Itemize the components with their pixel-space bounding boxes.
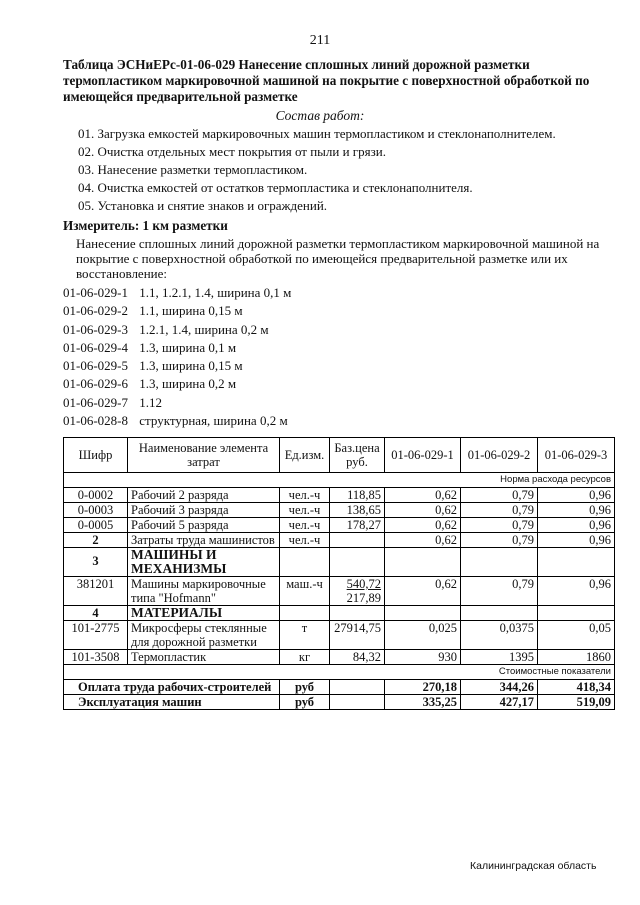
table-row bbox=[64, 650, 615, 665]
cell-v1: 0,62 bbox=[385, 533, 461, 548]
cost-row bbox=[64, 680, 615, 695]
cell-price: 118,85 bbox=[330, 488, 385, 503]
cell-v3: 0,96 bbox=[538, 503, 615, 518]
cell-v2: 1395 bbox=[461, 650, 538, 665]
cost-label: Стоимостные показатели bbox=[64, 665, 615, 680]
code: 01-06-029-6 bbox=[63, 376, 128, 392]
norm-label: Норма расхода ресурсов bbox=[64, 473, 615, 488]
header-col2: 01-06-029-2 bbox=[461, 438, 538, 473]
work-item: 03. Нанесение разметки термопластиком. bbox=[78, 162, 308, 177]
header-unit: Ед.изм. bbox=[280, 438, 330, 473]
cell-v3: 0,96 bbox=[538, 488, 615, 503]
cell-code: 101-2775 bbox=[64, 621, 128, 650]
cell-v1: 0,62 bbox=[385, 503, 461, 518]
cell-name: Микросферы стеклянные для дорожной разметки bbox=[128, 621, 280, 650]
empty-cell bbox=[461, 606, 538, 621]
cell-v3: 0,96 bbox=[538, 533, 615, 548]
cell-v1: 0,62 bbox=[385, 518, 461, 533]
code-row bbox=[63, 302, 291, 320]
cell-v2: 427,17 bbox=[461, 695, 538, 710]
group-name: МАТЕРИАЛЫ bbox=[128, 606, 280, 621]
table-row bbox=[64, 533, 615, 548]
table-header-row bbox=[64, 438, 615, 473]
cell-price: 178,27 bbox=[330, 518, 385, 533]
code-text: 1.3, ширина 0,1 м bbox=[139, 339, 237, 355]
empty-cell bbox=[330, 680, 385, 695]
cost-row bbox=[64, 695, 615, 710]
cell-v2: 0,79 bbox=[461, 533, 538, 548]
code: 01-06-029-1 bbox=[63, 285, 128, 300]
cell-unit: чел.-ч bbox=[280, 488, 330, 503]
cell-v2: 344,26 bbox=[461, 680, 538, 695]
price-secondary: 217,89 bbox=[346, 591, 381, 605]
cell-v3: 0,96 bbox=[538, 577, 615, 606]
cost-name: Оплата труда рабочих-строителей bbox=[64, 680, 280, 695]
group-row bbox=[64, 606, 615, 621]
header-name: Наименование элемента затрат bbox=[128, 438, 280, 473]
group-row bbox=[64, 548, 615, 577]
table-row bbox=[64, 577, 615, 606]
code: 01-06-029-4 bbox=[63, 339, 128, 355]
table-row bbox=[64, 518, 615, 533]
header-col3: 01-06-029-3 bbox=[538, 438, 615, 473]
code-row bbox=[63, 375, 291, 393]
code-row bbox=[63, 284, 291, 302]
cell-v3: 418,34 bbox=[538, 680, 615, 695]
table-row bbox=[64, 488, 615, 503]
cell-v1: 0,62 bbox=[385, 488, 461, 503]
empty-cell bbox=[280, 606, 330, 621]
header-price: Баз.цена руб. bbox=[330, 438, 385, 473]
norm-label-row bbox=[64, 473, 615, 488]
cell-unit: чел.-ч bbox=[280, 518, 330, 533]
code-row bbox=[63, 357, 291, 375]
cell-v1: 0,025 bbox=[385, 621, 461, 650]
header-col1: 01-06-029-1 bbox=[385, 438, 461, 473]
cell-v2: 0,79 bbox=[461, 488, 538, 503]
cell-price: 84,32 bbox=[330, 650, 385, 665]
cell-code: 0-0002 bbox=[64, 488, 128, 503]
cell-v1: 270,18 bbox=[385, 680, 461, 695]
cell-code: 3 bbox=[64, 548, 128, 577]
cell-v1: 335,25 bbox=[385, 695, 461, 710]
empty-cell bbox=[385, 606, 461, 621]
code-row bbox=[63, 339, 291, 357]
code: 01-06-029-2 bbox=[63, 303, 128, 319]
empty-cell bbox=[538, 548, 615, 577]
table-row bbox=[64, 503, 615, 518]
price-primary: 540,72 bbox=[346, 577, 381, 591]
empty-cell bbox=[330, 606, 385, 621]
cell-code: 2 bbox=[64, 533, 128, 548]
empty-cell bbox=[385, 548, 461, 577]
cell-unit: маш.-ч bbox=[280, 577, 330, 606]
cell-v3: 519,09 bbox=[538, 695, 615, 710]
code-row bbox=[63, 394, 291, 412]
empty-cell bbox=[330, 548, 385, 577]
cell-v3: 0,05 bbox=[538, 621, 615, 650]
table-title: Таблица ЭСНиЕРс-01-06-029 Нанесение сплошных линий дорожной разметки термопластиком маркировочной машиной на покрытие с поверхностной обработкой по имеющейся предварительной разметке bbox=[63, 57, 590, 104]
code-text: 1.3, ширина 0,2 м bbox=[139, 376, 237, 392]
cell-price bbox=[330, 533, 385, 548]
cell-v2: 0,79 bbox=[461, 577, 538, 606]
code-text: 1.1, 1.2.1, 1.4, ширина 0,1 м bbox=[139, 285, 292, 300]
cell-unit: т bbox=[280, 621, 330, 650]
cell-code: 0-0005 bbox=[64, 518, 128, 533]
footer-region: Калининградская область bbox=[470, 860, 597, 872]
empty-cell bbox=[280, 548, 330, 577]
cost-name: Эксплуатация машин bbox=[64, 695, 280, 710]
code-text: 1.12 bbox=[139, 394, 162, 410]
cell-unit: руб bbox=[280, 695, 330, 710]
code: 01-06-029-5 bbox=[63, 358, 128, 374]
cell-price: 27914,75 bbox=[330, 621, 385, 650]
codes-list bbox=[63, 284, 291, 430]
code-row bbox=[63, 412, 291, 430]
code: 01-06-029-3 bbox=[63, 321, 128, 337]
work-item: 05. Установка и снятие знаков и ограждений. bbox=[78, 198, 328, 213]
code: 01-06-029-7 bbox=[63, 394, 128, 410]
cell-price: 138,65 bbox=[330, 503, 385, 518]
measure: Измеритель: 1 км разметки bbox=[63, 218, 228, 233]
header-code: Шифр bbox=[64, 438, 128, 473]
cell-code: 0-0003 bbox=[64, 503, 128, 518]
work-item: 01. Загрузка емкостей маркировочных машин термопластиком и стеклонаполнителем. bbox=[78, 126, 556, 141]
table-row bbox=[64, 621, 615, 650]
cell-v2: 0,79 bbox=[461, 503, 538, 518]
cell-v3: 1860 bbox=[538, 650, 615, 665]
cell-name: Термопластик bbox=[128, 650, 280, 665]
cell-name: Затраты труда машинистов bbox=[128, 533, 280, 548]
cell-name: Рабочий 2 разряда bbox=[128, 488, 280, 503]
cell-name: Машины маркировочные типа "Hofmann" bbox=[128, 577, 280, 606]
cell-name: Рабочий 5 разряда bbox=[128, 518, 280, 533]
description: Нанесение сплошных линий дорожной разметки термопластиком маркировочной машиной на покрытие с поверхностной обработкой по имеющейся предварительной разметке или их восстановление: bbox=[76, 236, 600, 281]
cell-v1: 0,62 bbox=[385, 577, 461, 606]
works-list bbox=[78, 125, 556, 215]
empty-cell bbox=[330, 695, 385, 710]
cell-unit: чел.-ч bbox=[280, 533, 330, 548]
work-item: 02. Очистка отдельных мест покрытия от пыли и грязи. bbox=[78, 144, 386, 159]
code-row bbox=[63, 321, 291, 339]
code: 01-06-028-8 bbox=[63, 413, 128, 429]
code-text: 1.1, ширина 0,15 м bbox=[139, 303, 243, 319]
cost-label-row bbox=[64, 665, 615, 680]
cell-v2: 0,0375 bbox=[461, 621, 538, 650]
cell-v3: 0,96 bbox=[538, 518, 615, 533]
page-number: 211 bbox=[309, 33, 331, 48]
cell-unit: кг bbox=[280, 650, 330, 665]
composition-heading: Состав работ: bbox=[275, 108, 365, 123]
work-item: 04. Очистка емкостей от остатков термопластика и стеклонаполнителя. bbox=[78, 180, 473, 195]
code-text: 1.3, ширина 0,15 м bbox=[139, 358, 243, 374]
code-text: 1.2.1, 1.4, ширина 0,2 м bbox=[139, 321, 269, 337]
resources-table bbox=[63, 437, 615, 710]
cell-unit: чел.-ч bbox=[280, 503, 330, 518]
code-text: структурная, ширина 0,2 м bbox=[139, 413, 288, 429]
empty-cell bbox=[461, 548, 538, 577]
empty-cell bbox=[538, 606, 615, 621]
cell-name: Рабочий 3 разряда bbox=[128, 503, 280, 518]
cell-price bbox=[330, 577, 385, 606]
cell-v1: 930 bbox=[385, 650, 461, 665]
cell-unit: руб bbox=[280, 680, 330, 695]
cell-code: 101-3508 bbox=[64, 650, 128, 665]
cell-code: 381201 bbox=[64, 577, 128, 606]
cell-v2: 0,79 bbox=[461, 518, 538, 533]
group-name: МАШИНЫ И МЕХАНИЗМЫ bbox=[128, 548, 280, 577]
cell-code: 4 bbox=[64, 606, 128, 621]
